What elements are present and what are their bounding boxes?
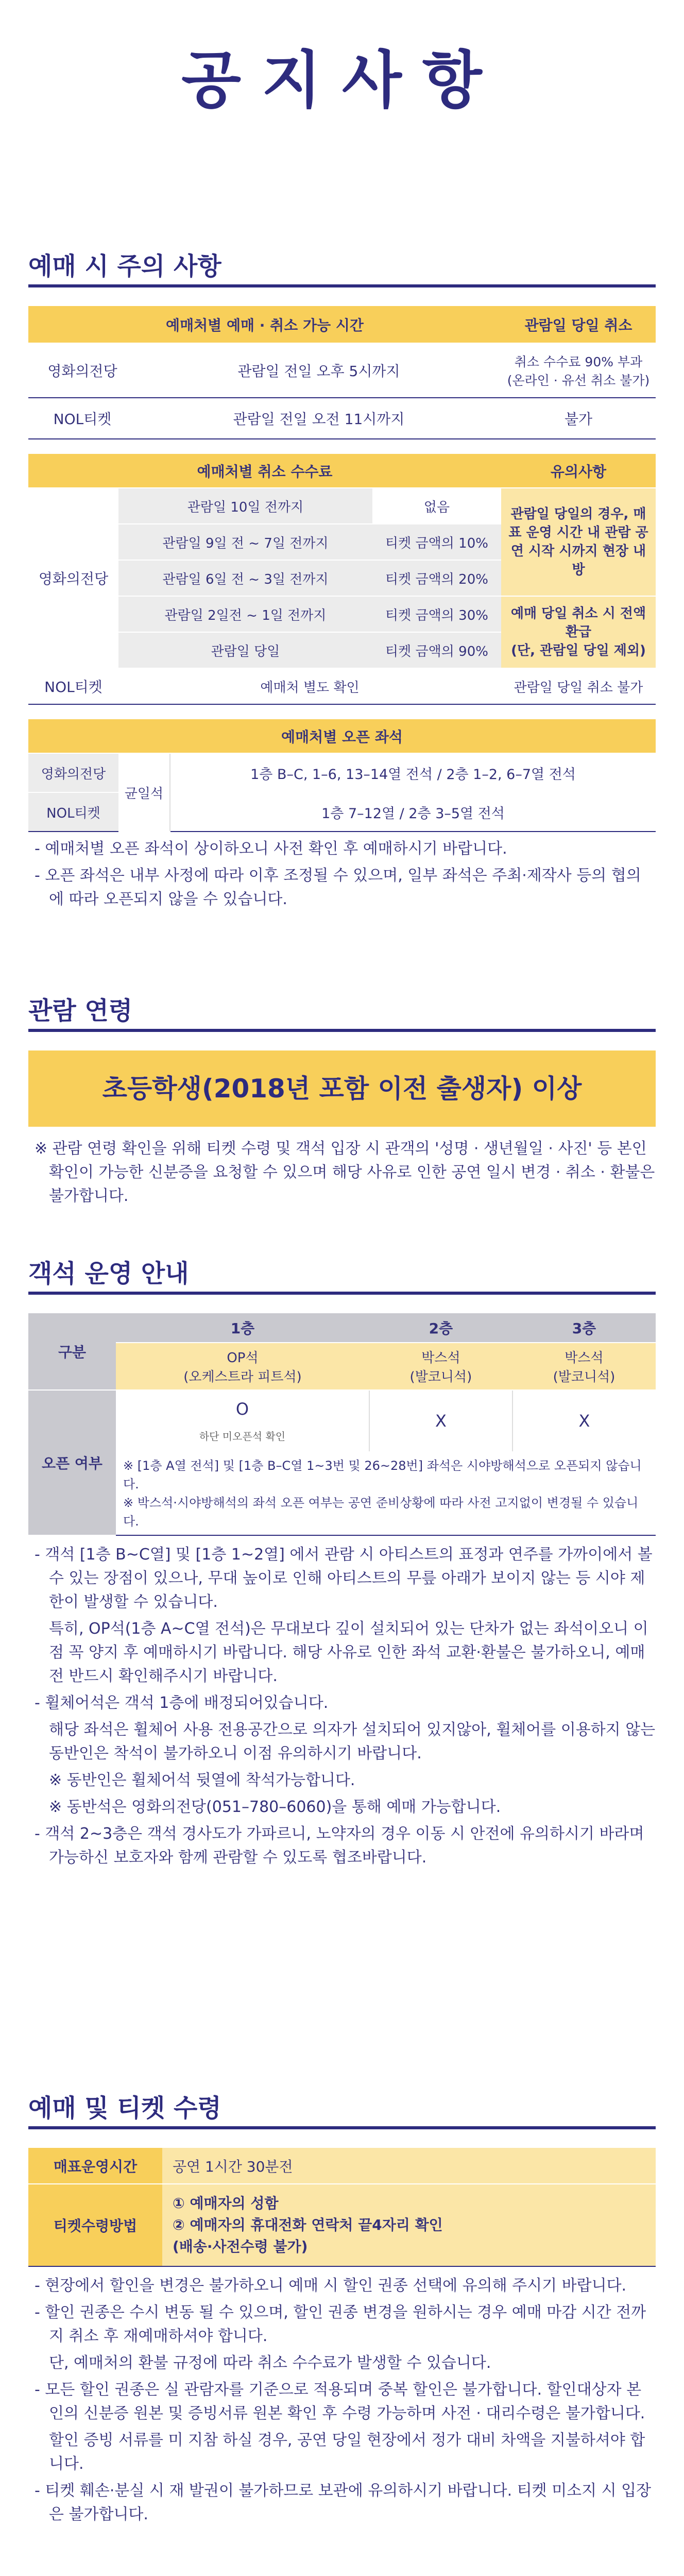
table-cell: 없음 xyxy=(372,488,501,524)
ticket-table xyxy=(28,2148,656,2267)
table-header: 3층 xyxy=(512,1313,656,1343)
note-line: - 객석 2~3층은 객석 경사도가 가파르니, 노약자의 경우 이동 시 안전에 유의하시기 바라며 가능하신 보호자와 함께 관람할 수 있도록 협조바랍니다. xyxy=(35,1825,644,1867)
table-cell: 영화의전당 xyxy=(28,343,136,398)
table-cell: 관람일 2일전 ~ 1일 전까지 xyxy=(118,596,372,632)
note-line: - 휠체어석은 객석 1층에 배정되어있습니다. xyxy=(35,1694,329,1712)
table-header: 유의사항 xyxy=(501,454,656,488)
open-seat-table xyxy=(28,719,656,832)
note-line: - 객석 [1층 B~C열] 및 [1층 1~2열] 에서 관람 시 아티스트의 표정과 연주를 가까이에서 볼 수 있는 장점이 있으나, 무대 높이로 인해 아티스트의 무릎 아래가 보이지 않는 등 시야 제한이 발생할 수 있습니다. xyxy=(35,1546,653,1611)
table-cell xyxy=(116,1390,369,1452)
cancel-time-table xyxy=(28,306,656,439)
table-cell: 1층 B–C, 1–6, 13–14열 전석 / 2층 1–2, 6–7열 전석 xyxy=(170,753,656,792)
section-heading: 객석 운영 안내 xyxy=(28,1249,656,1295)
table-cell: 관람일 전일 오전 11시까지 xyxy=(136,398,501,439)
table-cell: 관람일 9일 전 ~ 7일 전까지 xyxy=(118,524,372,560)
ticket-section xyxy=(28,2084,656,2527)
table-cell: OP석 (오케스트라 피트석) xyxy=(116,1343,369,1390)
note-line: 특히, OP석(1층 A~C열 전석)은 무대보다 깊이 설치되어 있는 단차가 없는 좌석이오니 이점 꼭 양지 후 예매하시기 바랍니다. 해당 사유로 인한 좌석 교환·환불은 불가하오니, 예매 전 반드시 확인해주시기 바랍니다. xyxy=(49,1620,648,1685)
table-cell: 예매처 별도 확인 xyxy=(118,668,501,704)
table-cell: 관람일 6일 전 ~ 3일 전까지 xyxy=(118,560,372,596)
table-cell: 박스석 (발코니석) xyxy=(512,1343,656,1390)
section-heading: 예매 시 주의 사항 xyxy=(28,242,656,287)
table-cell: 티켓 금액의 10% xyxy=(372,524,501,560)
table-cell: 공연 1시간 30분전 xyxy=(162,2148,656,2184)
table-cell: 예매 당일 취소 시 전액환급 (단, 관람일 당일 제외) xyxy=(501,596,656,668)
table-cell: 티켓수령방법 xyxy=(28,2184,162,2266)
table-header: 1층 xyxy=(116,1313,369,1343)
table-cell: 관람일 당일 xyxy=(118,632,372,668)
note-line: - 티켓 훼손·분실 시 재 발권이 불가하므로 보관에 유의하시기 바랍니다. 티켓 미소지 시 입장은 불가합니다. xyxy=(35,2482,652,2523)
note-line: ※ 동반석은 영화의전당(051–780–6060)을 통해 예매 가능합니다. xyxy=(49,1798,501,1816)
table-cell: 영화의전당 xyxy=(28,488,118,668)
cancel-fee-table xyxy=(28,454,656,705)
page-title: 공지사항 xyxy=(181,45,503,116)
table-cell: 관람일 전일 오후 5시까지 xyxy=(136,343,501,398)
seat-info-section xyxy=(28,1249,656,1870)
table-header: 관람일 당일 취소 xyxy=(501,306,656,343)
note-line: - 모든 할인 권종은 실 관람자를 기준으로 적용되며 중복 할인은 불가합니다. 할인대상자 본인의 신분증 원본 및 증빙서류 원본 확인 후 수령 가능하며 사전 · 대리수령은 불가합니다. xyxy=(35,2381,645,2422)
table-cell: 영화의전당 xyxy=(28,753,118,792)
table-cell: ※ [1층 A열 전석] 및 [1층 B–C열 1~3번 및 26~28번] 좌석은 시야방해석으로 오픈되지 않습니다. ※ 박스석·시야방해석의 좌석 오픈 여부는 공연 준비상황에 따라 사전 고지없이 변경될 수 있습니다. xyxy=(116,1452,656,1535)
open-mark: X xyxy=(369,1390,512,1452)
note-line: - 할인 권종은 수시 변동 될 수 있으며, 할인 권종 변경을 원하시는 경우 예매 마감 시간 전까지 취소 후 재예매하셔야 합니다. xyxy=(35,2303,646,2345)
table-cell: 균일석 xyxy=(118,753,170,832)
table-cell: 관람일 당일의 경우, 매표 운영 시간 내 관람 공연 시작 시까지 현장 내방 xyxy=(501,488,656,596)
table-cell: 관람일 10일 전까지 xyxy=(118,488,372,524)
table-cell: NOL티켓 xyxy=(28,668,118,704)
table-cell: 티켓 금액의 90% xyxy=(372,632,501,668)
table-cell: 1층 7–12열 / 2층 3–5열 전석 xyxy=(170,792,656,832)
open-mark: O xyxy=(235,1399,249,1419)
table-cell: 매표운영시간 xyxy=(28,2148,162,2184)
note-line: 해당 좌석은 휠체어 사용 전용공간으로 의자가 설치되어 있지않아, 휠체어를 이용하지 않는 동반인은 착석이 불가하오니 이점 유의하시기 바랍니다. xyxy=(49,1721,656,1762)
table-cell: 박스석 (발코니석) xyxy=(369,1343,512,1390)
table-header: 2층 xyxy=(369,1313,512,1343)
open-mark: X xyxy=(512,1390,656,1452)
note-line: 단, 예매처의 환불 규정에 따라 취소 수수료가 발생할 수 있습니다. xyxy=(49,2354,491,2372)
age-limit-box: 초등학생(2018년 포함 이전 출생자) 이상 xyxy=(28,1050,656,1127)
note-line: ※ 동반인은 휠체어석 뒷열에 착석가능합니다. xyxy=(49,1771,355,1789)
seat-open-table xyxy=(28,1313,656,1536)
table-header: 구분 xyxy=(28,1313,116,1390)
note-line: ※ 관람 연령 확인을 위해 티켓 수령 및 객석 입장 시 관객의 '성명 · 생년월일 · 사진' 등 본인 확인이 가능한 신분증을 요청할 수 있으며 해당 사유로 인한 공연 일시 변경 · 취소 · 환불은 불가합니다. xyxy=(35,1140,655,1205)
note-line: - 현장에서 할인을 변경은 불가하오니 예매 시 할인 권종 선택에 유의해 주시기 바랍니다. xyxy=(35,2277,627,2295)
table-header: 예매처별 취소 수수료 xyxy=(28,454,501,488)
table-cell: ① 예매자의 성함 ② 예매자의 휴대전화 연락처 끝4자리 확인 (배송·사전수령 불가) xyxy=(162,2184,656,2266)
table-cell: 티켓 금액의 30% xyxy=(372,596,501,632)
note-line: 할인 증빙 서류를 미 지참 하실 경우, 공연 당일 현장에서 정가 대비 차액을 지불하셔야 합니다. xyxy=(49,2431,645,2473)
table-header: 예매처별 예매 · 취소 가능 시간 xyxy=(28,306,501,343)
table-cell: NOL티켓 xyxy=(28,792,118,832)
age-limit-section xyxy=(28,987,656,1208)
booking-caution-section xyxy=(28,242,656,911)
section-heading: 예매 및 티켓 수령 xyxy=(28,2084,656,2129)
table-cell: NOL티켓 xyxy=(28,398,136,439)
table-header: 오픈 여부 xyxy=(28,1390,116,1535)
table-cell: 티켓 금액의 20% xyxy=(372,560,501,596)
table-header: 예매처별 오픈 좌석 xyxy=(28,719,656,753)
table-cell: 불가 xyxy=(501,398,656,439)
note-line: - 예매처별 오픈 좌석이 상이하오니 사전 확인 후 예매하시기 바랍니다. xyxy=(35,840,507,858)
section-heading: 관람 연령 xyxy=(28,987,656,1032)
mark-sub: 하단 미오픈석 확인 xyxy=(199,1430,286,1443)
table-cell: 관람일 당일 취소 불가 xyxy=(501,668,656,704)
note-line: - 오픈 좌석은 내부 사정에 따라 이후 조정될 수 있으며, 일부 좌석은 주최·제작사 등의 협의에 따라 오픈되지 않을 수 있습니다. xyxy=(35,867,641,908)
table-cell: 취소 수수료 90% 부과 (온라인 · 유선 취소 불가) xyxy=(501,343,656,398)
